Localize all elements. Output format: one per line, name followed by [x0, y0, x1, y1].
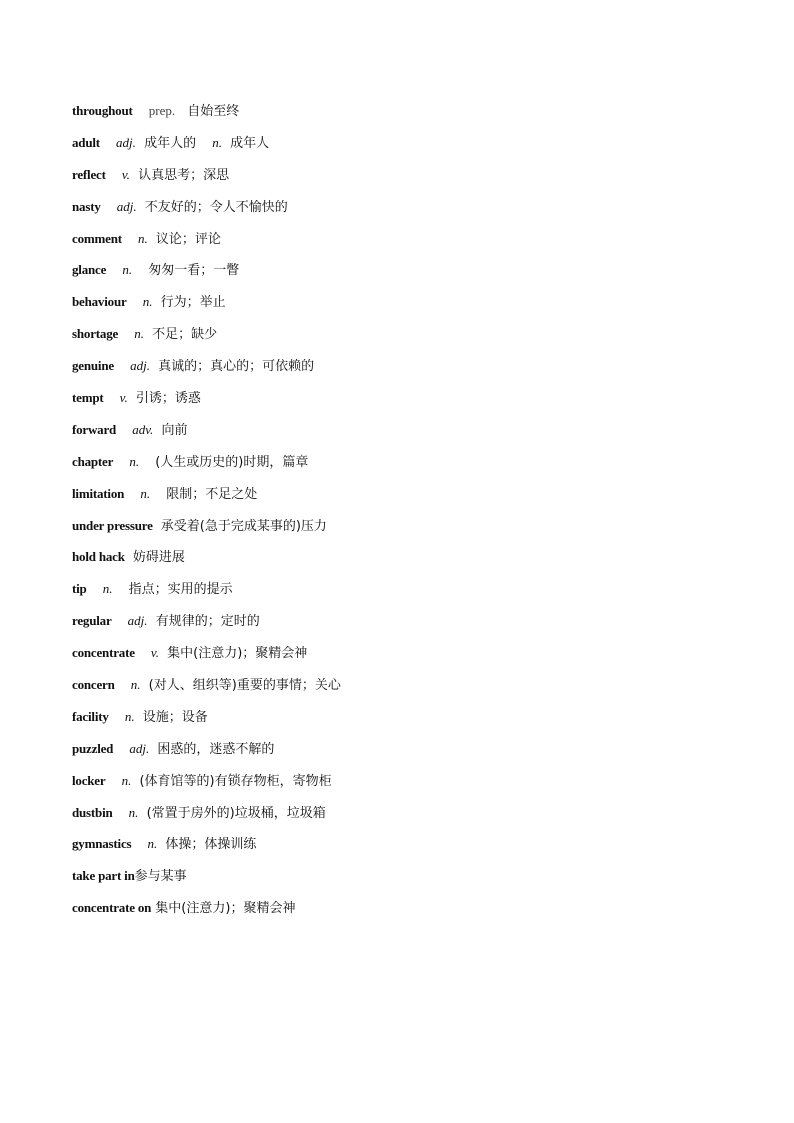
vocab-word: tip — [72, 581, 87, 597]
part-of-speech: v. — [150, 645, 159, 661]
vocab-phrase: concentrate on — [72, 900, 152, 916]
vocab-entry — [72, 834, 752, 866]
vocab-meaning: 真诚的；真心的；可依赖的 — [158, 359, 315, 375]
vocab-meaning: 引诱；诱惑 — [135, 391, 201, 407]
vocab-entry — [72, 420, 752, 452]
vocab-meaning: 成年人的 — [144, 135, 197, 151]
vocab-word: nasty — [72, 198, 101, 214]
vocab-entry — [72, 547, 752, 579]
vocab-meaning: 体操；体操训练 — [165, 837, 257, 853]
vocab-entry — [72, 611, 752, 643]
vocab-word: genuine — [72, 358, 114, 374]
vocab-word: reflect — [72, 166, 106, 182]
vocab-word: chapter — [72, 453, 114, 469]
vocab-word: shortage — [72, 326, 119, 342]
vocab-meaning: 不友好的；令人不愉快的 — [144, 199, 288, 215]
part-of-speech: n. — [124, 708, 135, 724]
part-of-speech: n. — [140, 485, 151, 501]
vocab-meaning: 不足；缺少 — [152, 327, 218, 343]
part-of-speech: n. — [134, 326, 144, 342]
vocab-meaning: 设施；设备 — [142, 709, 208, 725]
part-of-speech: n. — [129, 453, 140, 469]
vocab-entry — [72, 452, 752, 484]
vocab-meaning: (对人、组织等)重要的事情；关心 — [148, 678, 341, 694]
vocab-word: locker — [72, 772, 106, 788]
vocab-word: concentrate — [72, 645, 135, 661]
vocab-word: tempt — [72, 390, 104, 406]
vocab-meaning: 匆匆一看；一瞥 — [148, 263, 240, 279]
vocab-entry — [72, 803, 752, 835]
part-of-speech: n. — [130, 677, 141, 693]
vocab-entry — [72, 260, 752, 292]
vocab-entry — [72, 866, 752, 898]
vocab-entry — [72, 771, 752, 803]
vocab-entry — [72, 579, 752, 611]
part-of-speech: n. — [138, 230, 148, 246]
vocab-entry — [72, 388, 752, 420]
vocab-entry — [72, 484, 752, 516]
vocab-meaning: 参与某事 — [134, 869, 187, 885]
vocab-entry — [72, 229, 752, 261]
vocab-entry — [72, 324, 752, 356]
vocab-word: dustbin — [72, 804, 113, 820]
part-of-speech: n. — [121, 772, 132, 788]
vocab-entry — [72, 739, 752, 771]
vocab-entry — [72, 197, 752, 229]
vocab-word: limitation — [72, 485, 125, 501]
vocab-entry — [72, 356, 752, 388]
part-of-speech: adj. — [130, 358, 150, 374]
part-of-speech: adj. — [129, 740, 150, 756]
vocab-meaning: (人生或历史的)时期，篇章 — [155, 454, 309, 470]
vocab-meaning: 行为；举止 — [160, 295, 226, 311]
vocab-word: concern — [72, 677, 115, 693]
vocab-meaning: 承受着(急于完成某事的)压力 — [160, 518, 327, 534]
part-of-speech: adv. — [132, 421, 154, 437]
vocab-meaning: 集中(注意力)；聚精会神 — [155, 901, 296, 917]
vocab-meaning: 向前 — [161, 422, 188, 438]
vocab-meaning: 自始至终 — [187, 104, 240, 119]
vocab-phrase: hold hack — [72, 549, 125, 565]
vocab-meaning: 议论；评论 — [155, 231, 221, 247]
part-of-speech: v. — [119, 390, 128, 406]
vocab-word: glance — [72, 262, 107, 278]
vocab-meaning-secondary: 成年人 — [230, 135, 270, 151]
vocab-entry — [72, 101, 752, 133]
part-of-speech-secondary: n. — [212, 134, 222, 150]
vocab-meaning: 有规律的；定时的 — [155, 614, 260, 630]
vocab-word: facility — [72, 708, 109, 724]
vocab-word: puzzled — [72, 740, 114, 756]
vocab-meaning: 困惑的，迷惑不解的 — [157, 741, 275, 757]
vocab-meaning: 妨碍进展 — [132, 550, 185, 566]
part-of-speech: adj. — [116, 134, 136, 150]
part-of-speech: n. — [142, 294, 153, 310]
part-of-speech: adj. — [127, 613, 148, 629]
vocab-meaning: 集中(注意力)；聚精会神 — [167, 646, 308, 662]
vocab-entry — [72, 707, 752, 739]
part-of-speech: n. — [102, 581, 113, 597]
vocab-meaning: 指点；实用的提示 — [128, 582, 233, 598]
vocab-word: regular — [72, 613, 112, 629]
vocabulary-list — [72, 101, 752, 930]
vocab-phrase: under pressure — [72, 517, 153, 533]
vocab-word: behaviour — [72, 294, 127, 310]
vocab-entry — [72, 643, 752, 675]
vocab-word: forward — [72, 421, 117, 437]
vocab-meaning: 认真思考；深思 — [138, 167, 230, 183]
vocab-word: gymnastics — [72, 836, 132, 852]
vocab-meaning: (常置于房外的)垃圾桶，垃圾箱 — [146, 805, 326, 821]
part-of-speech: n. — [128, 804, 139, 820]
vocab-meaning: 限制；不足之处 — [166, 486, 258, 502]
part-of-speech: n. — [122, 262, 133, 278]
part-of-speech: v. — [121, 166, 130, 182]
part-of-speech: prep. — [148, 103, 176, 118]
vocab-entry — [72, 516, 752, 548]
vocab-entry — [72, 133, 752, 165]
vocab-entry — [72, 675, 752, 707]
vocab-word: adult — [72, 134, 100, 150]
vocab-entry — [72, 898, 752, 930]
vocab-phrase: take part in — [72, 868, 135, 884]
vocab-meaning: (体育馆等的)有锁存物柜，寄物柜 — [139, 773, 332, 789]
vocab-entry — [72, 292, 752, 324]
part-of-speech: adj. — [116, 198, 137, 214]
vocab-word: comment — [72, 230, 122, 246]
vocab-word: throughout — [72, 103, 133, 118]
vocab-entry — [72, 165, 752, 197]
part-of-speech: n. — [147, 836, 158, 852]
